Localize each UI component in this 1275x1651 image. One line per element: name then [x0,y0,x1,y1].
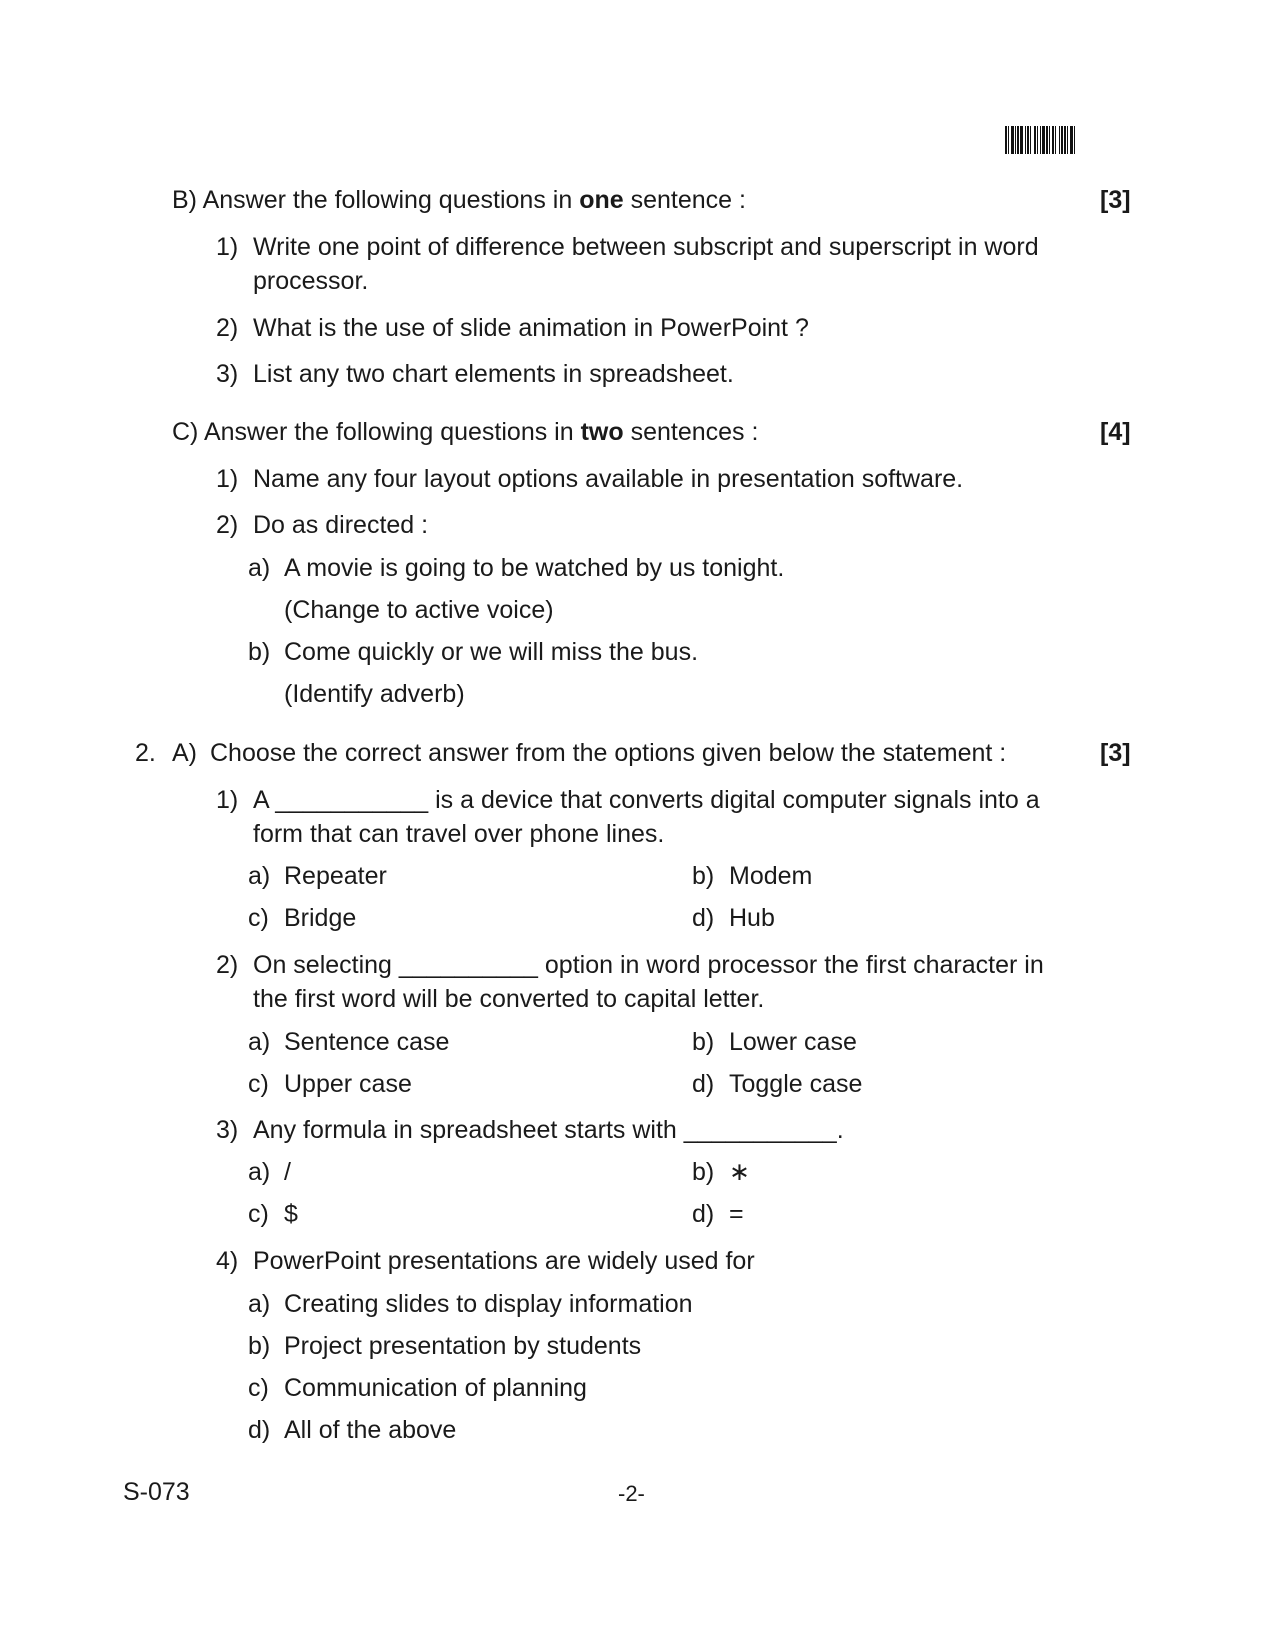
question-2-marks: [3] [1100,739,1131,767]
section-b-q2-num: 2) [216,314,239,342]
q2-2-opt-d-label: d) [692,1070,715,1098]
question-2-text: Choose the correct answer from the options given below the statement : [210,739,1007,767]
section-b-heading [172,188,746,213]
q2-4-opt-d-label: d) [248,1416,271,1444]
section-b-q3-num: 3) [216,360,239,388]
section-c-label: C) [172,418,199,446]
q2-1-opt-c-text: Bridge [284,904,357,932]
question-2-num: 2. [135,739,156,767]
q2-4-opt-c-text: Communication of planning [284,1374,587,1402]
q2-1-opt-b-text: Modem [729,862,813,890]
section-c-q2b-note: (Identify adverb) [284,680,465,708]
section-b-q1-line1: Write one point of difference between subscript and superscript in word [253,233,1039,261]
q2-2-opt-c-text: Upper case [284,1070,412,1098]
section-b-label: B) [172,186,197,214]
q2-2-line2: the first word will be converted to capital letter. [253,985,765,1013]
q2-1-opt-c-label: c) [248,904,269,932]
q2-1-opt-a-label: a) [248,862,271,890]
q2-4-num: 4) [216,1247,239,1275]
section-c-text-post: sentences : [623,418,759,446]
section-c-q2-text: Do as directed : [253,511,429,539]
section-b-q1-line2: processor. [253,267,369,295]
section-c-q2-num: 2) [216,511,239,539]
section-c-heading [172,420,758,445]
q2-3-opt-a-text: / [284,1158,291,1186]
section-c-q2b-label: b) [248,638,271,666]
question-2-label: A) [172,739,197,767]
q2-1-line2: form that can travel over phone lines. [253,820,665,848]
q2-4-opt-b-label: b) [248,1332,271,1360]
section-c-q1-text: Name any four layout options available in presentation software. [253,465,964,493]
q2-4-opt-d-text: All of the above [284,1416,457,1444]
q2-1-opt-a-text: Repeater [284,862,387,890]
section-b-text-post: sentence : [623,186,746,214]
q2-3-line1: Any formula in spreadsheet starts with ___________. [253,1116,844,1144]
q2-4-line1: PowerPoint presentations are widely used for [253,1247,755,1275]
q2-2-opt-a-label: a) [248,1028,271,1056]
q2-4-opt-a-text: Creating slides to display information [284,1290,693,1318]
q2-2-opt-a-text: Sentence case [284,1028,450,1056]
section-c-text-bold: two [580,418,624,446]
section-c-q2a-label: a) [248,554,271,582]
section-c-marks: [4] [1100,418,1131,446]
q2-2-opt-b-text: Lower case [729,1028,857,1056]
section-c-q2a-text: A movie is going to be watched by us tonight. [284,554,785,582]
q2-3-opt-c-text: $ [284,1200,298,1228]
q2-3-opt-d-label: d) [692,1200,715,1228]
q2-1-opt-b-label: b) [692,862,715,890]
q2-3-opt-d-text: = [729,1200,744,1228]
footer-code: S-073 [123,1478,190,1506]
section-b-q1-num: 1) [216,233,239,261]
q2-3-opt-b-text: ∗ [729,1158,750,1186]
footer-page-number: -2- [618,1481,645,1506]
q2-4-opt-c-label: c) [248,1374,269,1402]
q2-2-opt-c-label: c) [248,1070,269,1098]
q2-3-opt-c-label: c) [248,1200,269,1228]
q2-3-opt-b-label: b) [692,1158,715,1186]
q2-1-opt-d-text: Hub [729,904,775,932]
q2-4-opt-b-text: Project presentation by students [284,1332,642,1360]
q2-4-opt-a-label: a) [248,1290,271,1318]
q2-2-num: 2) [216,951,239,979]
q2-1-opt-d-label: d) [692,904,715,932]
section-c-q1-num: 1) [216,465,239,493]
section-b-text-pre: Answer the following questions in [202,186,580,214]
section-b-marks: [3] [1100,186,1131,214]
q2-3-opt-a-label: a) [248,1158,271,1186]
q2-3-num: 3) [216,1116,239,1144]
q2-2-opt-d-text: Toggle case [729,1070,863,1098]
q2-1-line1: A ___________ is a device that converts digital computer signals into a [253,786,1040,814]
section-c-text-pre: Answer the following questions in [203,418,581,446]
section-b-q3-line1: List any two chart elements in spreadsheet. [253,360,734,388]
section-c-q2a-note: (Change to active voice) [284,596,554,624]
q2-2-opt-b-label: b) [692,1028,715,1056]
barcode-icon [1005,126,1145,154]
q2-2-line1: On selecting __________ option in word processor the first character in [253,951,1044,979]
q2-1-num: 1) [216,786,239,814]
section-b-text-bold: one [579,186,624,214]
section-b-q2-line1: What is the use of slide animation in PowerPoint ? [253,314,809,342]
section-c-q2b-text: Come quickly or we will miss the bus. [284,638,699,666]
